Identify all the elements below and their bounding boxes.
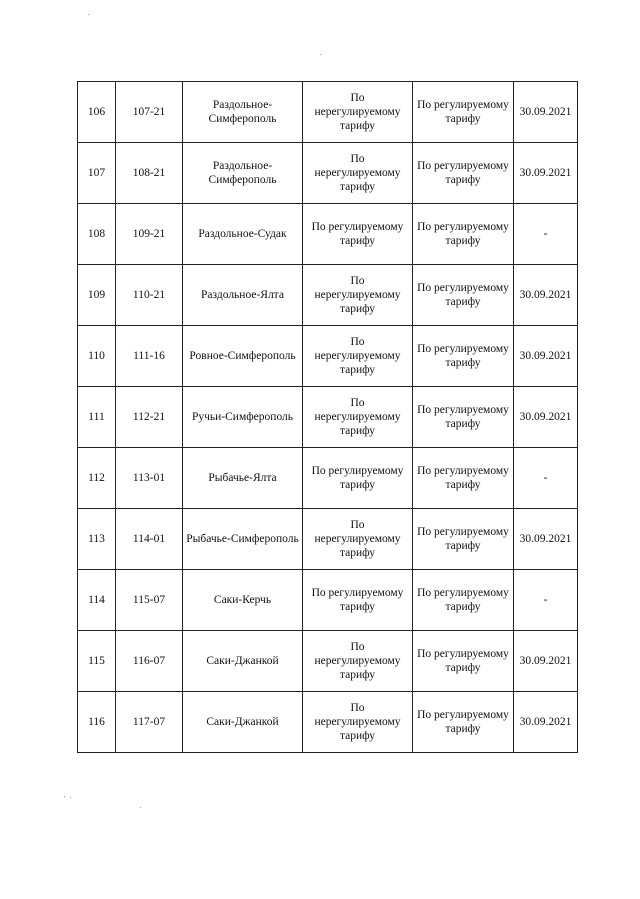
cell-row-number: 116	[78, 692, 116, 753]
cell-change-date: 30.09.2021	[514, 143, 578, 204]
cell-route-name: Ровное-Симферополь	[183, 326, 303, 387]
cell-route-code: 113-01	[116, 448, 183, 509]
cell-new-tariff: По регулируемому тарифу	[413, 204, 514, 265]
table-row	[78, 570, 578, 631]
table-row	[78, 387, 578, 448]
cell-row-number: 107	[78, 143, 116, 204]
cell-row-number: 109	[78, 265, 116, 326]
cell-change-date: -	[514, 204, 578, 265]
cell-new-tariff: По регулируемому тарифу	[413, 265, 514, 326]
cell-route-code: 108-21	[116, 143, 183, 204]
cell-route-code: 115-07	[116, 570, 183, 631]
cell-row-number: 111	[78, 387, 116, 448]
cell-route-name: Раздольное-Симферополь	[183, 82, 303, 143]
cell-current-tariff: По нерегулируемому тарифу	[303, 387, 413, 448]
cell-current-tariff: По нерегулируемому тарифу	[303, 143, 413, 204]
cell-route-code: 112-21	[116, 387, 183, 448]
cell-current-tariff: По регулируемому тарифу	[303, 570, 413, 631]
table-row	[78, 265, 578, 326]
scan-speck	[88, 14, 89, 15]
cell-new-tariff: По регулируемому тарифу	[413, 448, 514, 509]
cell-route-name: Ручьи-Симферополь	[183, 387, 303, 448]
cell-row-number: 106	[78, 82, 116, 143]
cell-change-date: 30.09.2021	[514, 631, 578, 692]
cell-new-tariff: По регулируемому тарифу	[413, 509, 514, 570]
scan-speck	[320, 54, 321, 55]
table-row	[78, 204, 578, 265]
cell-current-tariff: По нерегулируемому тарифу	[303, 326, 413, 387]
cell-route-name: Раздольное-Судак	[183, 204, 303, 265]
table-row	[78, 326, 578, 387]
cell-current-tariff: По нерегулируемому тарифу	[303, 265, 413, 326]
cell-current-tariff: По нерегулируемому тарифу	[303, 509, 413, 570]
cell-route-code: 109-21	[116, 204, 183, 265]
cell-row-number: 115	[78, 631, 116, 692]
cell-current-tariff: По регулируемому тарифу	[303, 204, 413, 265]
cell-change-date: -	[514, 570, 578, 631]
cell-change-date: 30.09.2021	[514, 387, 578, 448]
cell-route-name: Раздольное-Ялта	[183, 265, 303, 326]
cell-change-date: 30.09.2021	[514, 265, 578, 326]
table-row	[78, 509, 578, 570]
cell-current-tariff: По нерегулируемому тарифу	[303, 692, 413, 753]
cell-route-name: Саки-Джанкой	[183, 692, 303, 753]
cell-route-code: 111-16	[116, 326, 183, 387]
cell-current-tariff: По нерегулируемому тарифу	[303, 631, 413, 692]
table-row	[78, 143, 578, 204]
cell-route-code: 110-21	[116, 265, 183, 326]
scan-speck	[70, 797, 71, 798]
cell-route-name: Саки-Керчь	[183, 570, 303, 631]
cell-row-number: 114	[78, 570, 116, 631]
table-row	[78, 631, 578, 692]
cell-route-code: 116-07	[116, 631, 183, 692]
cell-change-date: 30.09.2021	[514, 326, 578, 387]
cell-route-name: Раздольное-Симферополь	[183, 143, 303, 204]
cell-new-tariff: По регулируемому тарифу	[413, 631, 514, 692]
cell-route-name: Саки-Джанкой	[183, 631, 303, 692]
table-row	[78, 82, 578, 143]
cell-new-tariff: По регулируемому тарифу	[413, 82, 514, 143]
cell-new-tariff: По регулируемому тарифу	[413, 692, 514, 753]
cell-route-code: 107-21	[116, 82, 183, 143]
cell-row-number: 113	[78, 509, 116, 570]
table-row	[78, 692, 578, 753]
table-row	[78, 448, 578, 509]
cell-current-tariff: По регулируемому тарифу	[303, 448, 413, 509]
routes-table-body	[78, 82, 578, 753]
cell-route-code: 117-07	[116, 692, 183, 753]
cell-new-tariff: По регулируемому тарифу	[413, 143, 514, 204]
cell-change-date: 30.09.2021	[514, 509, 578, 570]
routes-table	[77, 81, 578, 753]
cell-route-name: Рыбачье-Симферополь	[183, 509, 303, 570]
cell-route-code: 114-01	[116, 509, 183, 570]
cell-route-name: Рыбачье-Ялта	[183, 448, 303, 509]
cell-row-number: 112	[78, 448, 116, 509]
cell-new-tariff: По регулируемому тарифу	[413, 387, 514, 448]
cell-row-number: 110	[78, 326, 116, 387]
cell-change-date: 30.09.2021	[514, 692, 578, 753]
cell-row-number: 108	[78, 204, 116, 265]
cell-new-tariff: По регулируемому тарифу	[413, 326, 514, 387]
cell-change-date: 30.09.2021	[514, 82, 578, 143]
cell-change-date: -	[514, 448, 578, 509]
cell-current-tariff: По нерегулируемому тарифу	[303, 82, 413, 143]
cell-new-tariff: По регулируемому тарифу	[413, 570, 514, 631]
scan-speck	[140, 807, 141, 808]
scan-speck	[64, 796, 65, 797]
